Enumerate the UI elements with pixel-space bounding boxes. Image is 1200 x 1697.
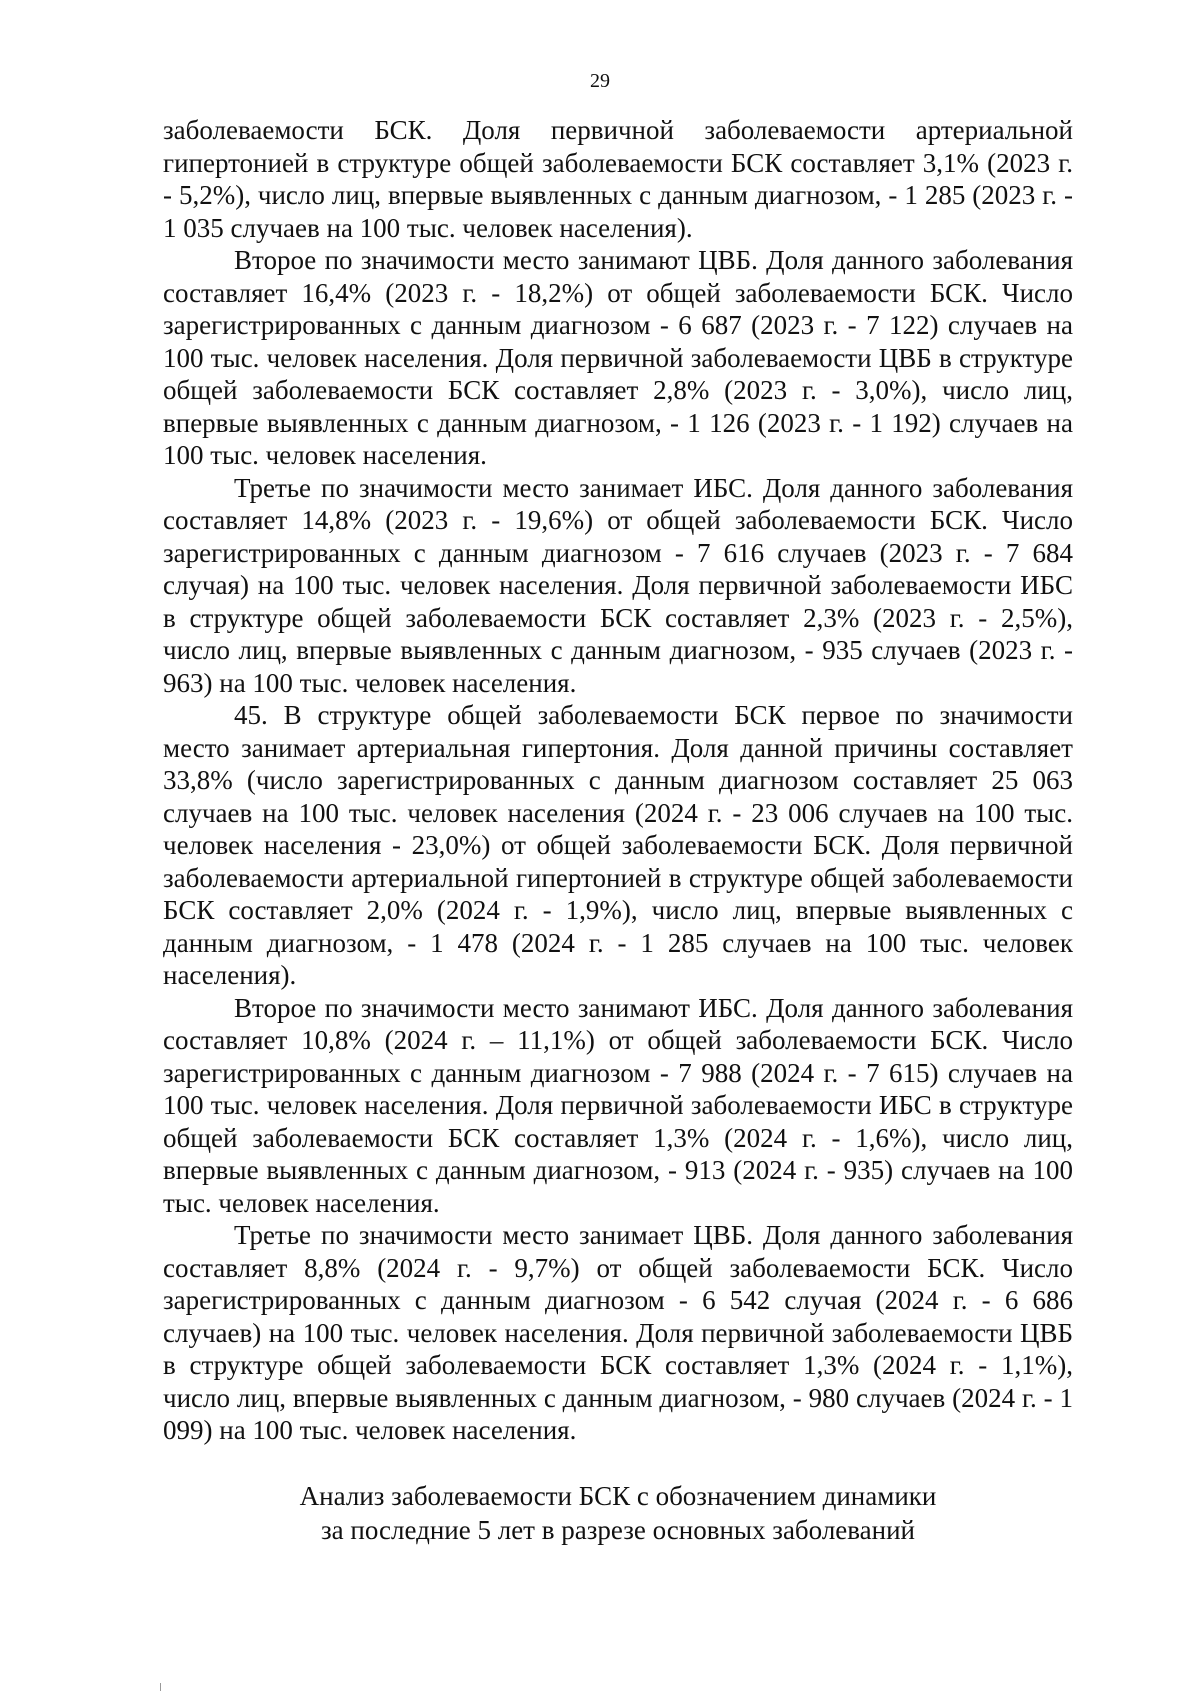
paragraph-item-45: 45. В структуре общей заболеваемости БСК первое по значимости место занимает артериальная гипертония. Доля данной причины составляет 33,8% (число зарегистрированных с данным диагнозом составляет 25 063 случаев на 100 тыс. человек населения (2024 г. - 23 006 случаев на 100 тыс. человек населения - 23,0%) от общей заболеваемости БСК. Доля первичной заболеваемости артериальной гипертонией в структуре общей заболеваемости БСК составляет 2,0% (2024 г. - 1,9%), число лиц, впервые выявленных с данным диагнозом, - 1 478 (2024 г. - 1 285 случаев на 100 тыс. человек населения). (163, 700, 1073, 990)
section-heading-line-2: за последние 5 лет в разрезе основных заболеваний (321, 1515, 915, 1545)
section-heading-line-1: Анализ заболеваемости БСК с обозначением динамики (299, 1481, 937, 1511)
paragraph-ibs-2024: Второе по значимости место занимают ИБС. Доля данного заболевания составляет 10,8% (2024 г. – 11,1%) от общей заболеваемости БСК. Число зарегистрированных с данным диагнозом - 7 988 (2024 г. - 7 615) случаев на 100 тыс. человек населения. Доля первичной заболеваемости ИБС в структуре общей заболеваемости БСК составляет 1,3% (2024 г. - 1,6%), число лиц, впервые выявленных с данным диагнозом, - 913 (2024 г. - 935) случаев на 100 тыс. человек населения. (163, 992, 1073, 1218)
page-number: 29 (590, 70, 610, 92)
paragraph-cvb-2023: Второе по значимости место занимают ЦВБ. Доля данного заболевания составляет 16,4% (2023 г. - 18,2%) от общей заболеваемости БСК. Число зарегистрированных с данным диагнозом - 6 687 (2023 г. - 7 122) случаев на 100 тыс. человек населения. Доля первичной заболеваемости ЦВБ в структуре общей заболеваемости БСК составляет 2,8% (2023 г. - 3,0%), число лиц, впервые выявленных с данным диагнозом, - 1 126 (2023 г. - 1 192) случаев на 100 тыс. человек населения. (163, 245, 1073, 470)
paragraph-cvb-2024: Третье по значимости место занимает ЦВБ. Доля данного заболевания составляет 8,8% (2024 г. - 9,7%) от общей заболеваемости БСК. Число зарегистрированных с данным диагнозом - 6 542 случая (2024 г. - 6 686 случаев) на 100 тыс. человек населения. Доля первичной заболеваемости ЦВБ в структуре общей заболеваемости БСК составляет 1,3% (2024 г. - 1,1%), число лиц, впервые выявленных с данным диагнозом, - 980 случаев (2024 г. - 1 099) на 100 тыс. человек населения. (163, 1220, 1073, 1445)
scan-edge-mark (160, 1683, 161, 1691)
paragraph-ibs-2023: Третье по значимости место занимает ИБС. Доля данного заболевания составляет 14,8% (2023 г. - 19,6%) от общей заболеваемости БСК. Число зарегистрированных с данным диагнозом - 7 616 случаев (2023 г. - 7 684 случая) на 100 тыс. человек населения. Доля первичной заболеваемости ИБС в структуре общей заболеваемости БСК составляет 2,3% (2023 г. - 2,5%), число лиц, впервые выявленных с данным диагнозом, - 935 случаев (2023 г. - 963) на 100 тыс. человек населения. (163, 472, 1073, 698)
paragraph-continuation: заболеваемости БСК. Доля первичной заболеваемости артериальной гипертонией в структуре общей заболеваемости БСК составляет 3,1% (2023 г. - 5,2%), число лиц, впервые выявленных с данным диагнозом, - 1 285 (2023 г. - 1 035 случаев на 100 тыс. человек населения). (163, 115, 1073, 243)
section-heading (163, 1479, 1073, 1547)
body-text (163, 114, 1073, 1447)
